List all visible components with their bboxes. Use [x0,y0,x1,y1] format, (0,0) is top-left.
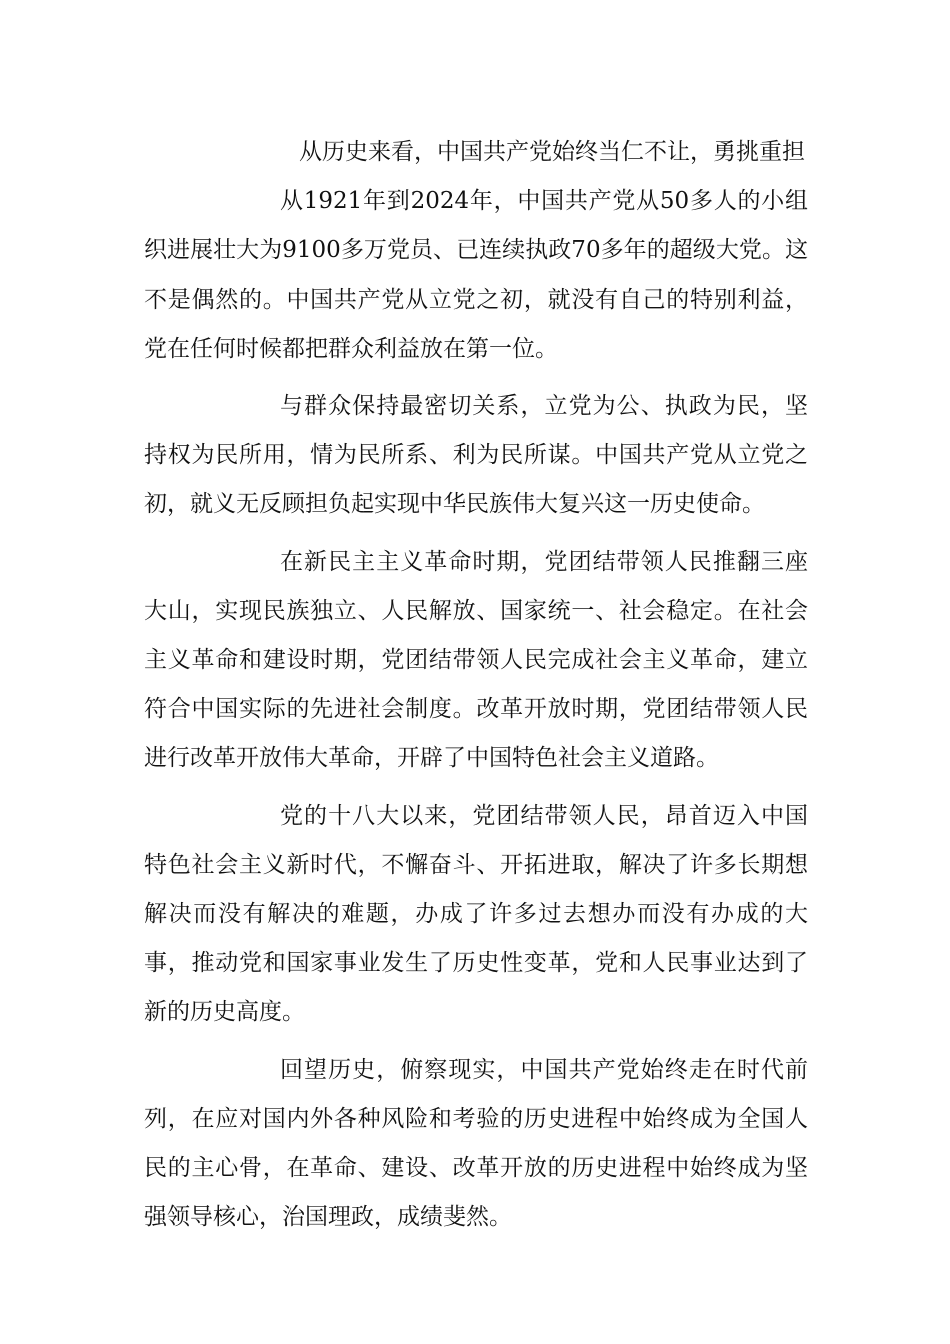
paragraph-5: 回望历史，俯察现实，中国共产党始终走在时代前列，在应对国内外各种风险和考验的历史进程中始终成为全国人民的主心骨，在革命、建设、改革开放的历史进程中始终成为坚强领导核心，治国理政，成绩斐然。 [144,1056,808,1231]
paragraph-4: 党的十八大以来，党团结带领人民，昂首迈入中国特色社会主义新时代，不懈奋斗、开拓进取，解决了许多长期想解决而没有解决的难题，办成了许多过去想办而没有办成的大事，推动党和国家事业发生了历史性变革，党和人民事业达到了新的历史高度。 [144,802,808,1026]
paragraph-1: 从1921年到2024年，中国共产党从50多人的小组织进展壮大为9100多万党员、已连续执政70多年的超级大党。这不是偶然的。中国共产党从立党之初，就没有自己的特别利益，党在任何时候都把群众利益放在第一位。 [144,188,808,362]
document-heading: 从历史来看，中国共产党始终当仁不让，勇挑重担 [299,139,805,165]
document-body [144,128,808,1250]
paragraph-2: 与群众保持最密切关系，立党为公、执政为民，坚持权为民所用，情为民所系、利为民所谋。中国共产党从立党之初，就义无反顾担负起实现中华民族伟大复兴这一历史使命。 [144,393,808,518]
paragraph-3: 在新民主主义革命时期，党团结带领人民推翻三座大山，实现民族独立、人民解放、国家统一、社会稳定。在社会主义革命和建设时期，党团结带领人民完成社会主义革命，建立符合中国实际的先进社会制度。改革开放时期，党团结带领人民进行改革开放伟大革命，开辟了中国特色社会主义道路。 [144,548,808,772]
